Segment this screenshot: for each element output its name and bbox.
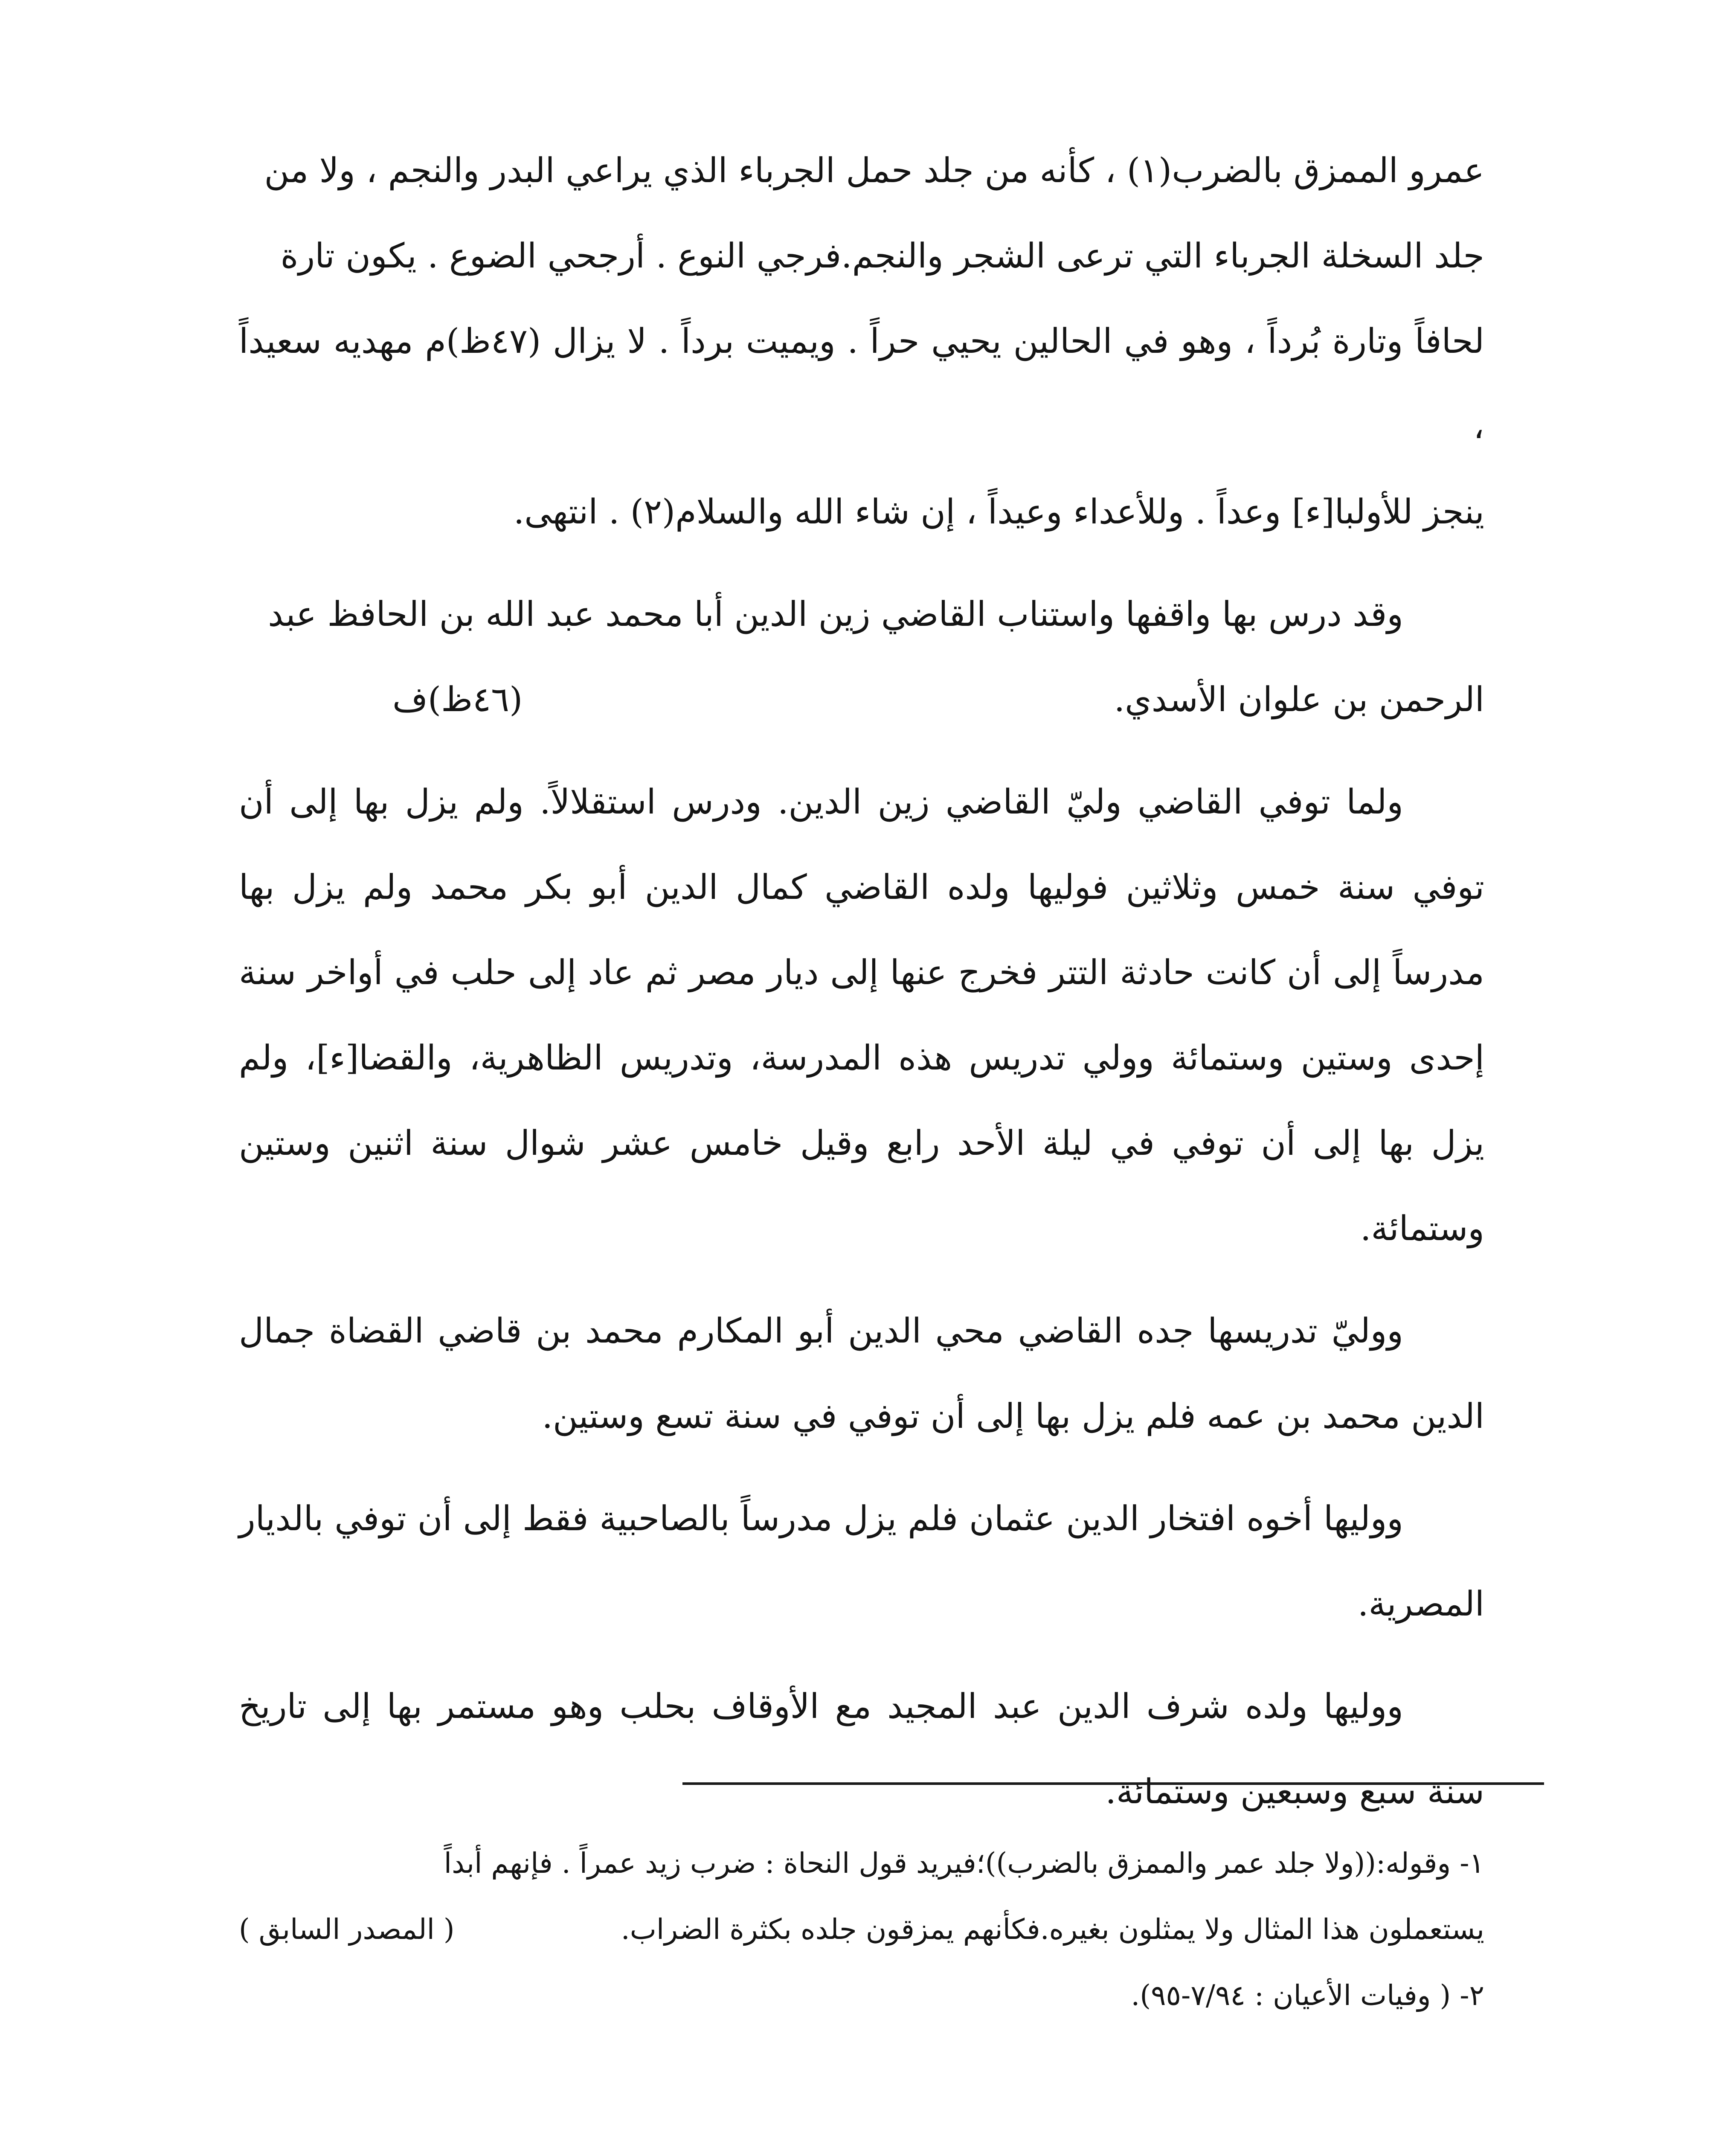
paragraph-2-line-1: وقد درس بها واقفها واستناب القاضي زين الدين أبا محمد عبد الله بن الحافظ عبد	[268, 594, 1403, 634]
margin-note: (٤٦ظ)ف	[392, 680, 523, 719]
paragraph-4: ووليّ تدريسها جده القاضي محي الدين أبو المكارم محمد بن قاضي القضاة جمال الدين محمد بن عمه فلم يزل بها إلى أن توفي في سنة تسع وستين.	[239, 1311, 1484, 1436]
paragraph-5: ووليها أخوه افتخار الدين عثمان فلم يزل مدرساً بالصاحبية فقط إلى أن توفي بالديار المصرية.	[239, 1499, 1484, 1624]
footnotes	[239, 1830, 1484, 2028]
paragraph-1-line-4: ينجز للأولبا[ء] وعداً . وللأعداء وعيداً ، إن شاء الله والسلام(٢) . انتهى.	[513, 492, 1484, 532]
paragraph-2-line-2-row	[239, 657, 1484, 742]
footnote-2: ٢- ( وفيات الأعيان : ٧/٩٤-٩٥).	[1131, 1979, 1484, 2012]
paragraph-1	[239, 128, 1484, 555]
paragraph-2-line-2: الرحمن بن علوان الأسدي.	[1114, 680, 1484, 719]
footnote-1-line-2: يستعملون هذا المثال ولا يمثلون بغيره.فكأنهم يمزقون جلده بكثرة الضراب.	[621, 1913, 1484, 1946]
main-text	[239, 128, 1484, 1851]
footnote-1-line-1: ١- وقوله:((ولا جلد عمر والممزق بالضرب))؛فيريد قول النحاة : ضرب زيد عمراً . فإنهم أبداً	[444, 1847, 1484, 1880]
footnote-1-source: ( المصدر السابق )	[239, 1913, 455, 1946]
footnote-divider	[682, 1782, 1544, 1785]
paragraph-3: ولما توفي القاضي وليّ القاضي زين الدين. ودرس استقلالاً. ولم يزل بها إلى أن توفي سنة خمس وثلاثين فوليها ولده القاضي كمال الدين أبو بكر محمد ولم يزل بها مدرساً إلى أن كانت حادثة التتر فخرج عنها إلى ديار مصر ثم عاد إلى حلب في أواخر سنة إحدى وستين وستمائة وولي تدريس هذه المدرسة، وتدريس الظاهرية، والقضا[ء]، ولم يزل بها إلى أن توفي في ليلة الأحد رابع وقيل خامس عشر شوال سنة اثنين وستين وستمائة.	[239, 782, 1484, 1248]
paragraph-6: ووليها ولده شرف الدين عبد المجيد مع الأوقاف بحلب وهو مستمر بها إلى تاريخ سنة سبع وسبعين وستمائة.	[239, 1686, 1484, 1811]
paragraph-1-line-3: لحافاً وتارة بُرداً ، وهو في الحالين يحيي حراً . ويميت برداً . لا يزال (٤٧ظ)م مهديه سعيداً ،	[239, 321, 1484, 446]
paragraph-2	[239, 572, 1484, 657]
footnote-1-line-2-row	[239, 1896, 1484, 1962]
paragraph-1-line-2: جلد السخلة الجرباء التي ترعى الشجر والنجم.فرجي النوع . أرجحي الضوع . يكون تارة	[280, 236, 1484, 276]
paragraph-1-line-1: عمرو الممزق بالضرب(١) ، كأنه من جلد حمل الجرباء الذي يراعي البدر والنجم ، ولا من	[264, 151, 1484, 190]
